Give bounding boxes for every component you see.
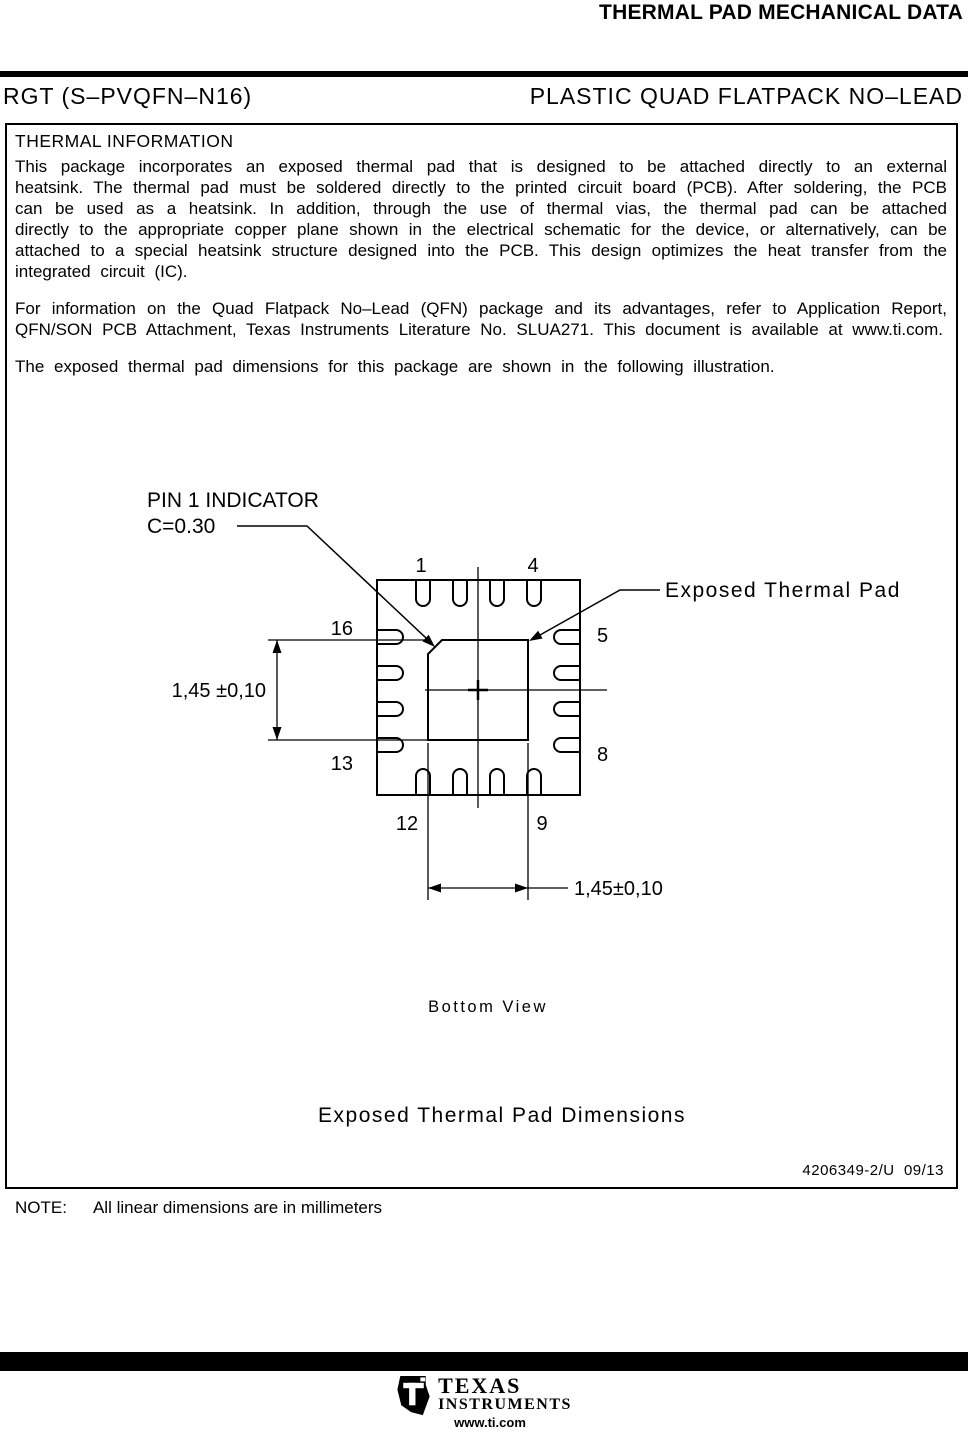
- pad-width-dim-label: 1,45±0,10: [574, 878, 663, 900]
- pin-number-8: 8: [597, 744, 609, 766]
- pin-number-12: 12: [395, 813, 419, 835]
- exposed-pad-leader: [527, 590, 660, 645]
- footer-bar: [0, 1352, 968, 1371]
- document-number: 4206349-2/U 09/13: [802, 1162, 944, 1179]
- thermal-info-paragraph-2: For information on the Quad Flatpack No–Lead (QFN) package and its advantages, refer to Application Report, QFN/SON PCB Attachment, Texas Instruments Literature No. SLUA271. This document is available at www.ti.com.: [15, 299, 947, 339]
- note: [15, 1198, 382, 1218]
- package-bottom-view-drawing: [140, 480, 940, 960]
- pin-number-9: 9: [536, 813, 548, 835]
- pin1-chamfer-label: C=0.30: [147, 515, 216, 538]
- ti-logo: [0, 1375, 968, 1418]
- pin-number-1: 1: [415, 555, 427, 577]
- ti-logo-icon: [396, 1375, 432, 1418]
- center-cross: [468, 680, 488, 700]
- top-divider: [0, 71, 968, 77]
- pad-height-dimension: [268, 640, 428, 740]
- note-text: All linear dimensions are in millimeters: [92, 1198, 383, 1217]
- package-header: [3, 83, 963, 110]
- package-name: PLASTIC QUAD FLATPACK NO–LEAD: [529, 83, 963, 109]
- thermal-info-paragraph-3: The exposed thermal pad dimensions for this package are shown in the following illustration.: [15, 357, 775, 376]
- thermal-info-paragraph-1: This package incorporates an exposed thermal pad that is designed to be attached directly to an external heatsink. The thermal pad must be soldered directly to the printed circuit board (PCB). After soldering, the PCB can be used as a heatsink. In addition, through the use of thermal vias, the thermal pad can be attached directly to the appropriate copper plane shown in the electrical schematic for the device, or alternatively, can be attached to a special heatsink structure designed into the PCB. This design optimizes the heat transfer from the integrated circuit (IC).: [15, 157, 947, 281]
- note-label: NOTE:: [15, 1198, 67, 1217]
- pin1-indicator-label: PIN 1 INDICATOR: [147, 489, 319, 512]
- view-label: Bottom View: [428, 998, 548, 1016]
- thermal-information-text: [15, 156, 947, 393]
- pin-number-5: 5: [597, 625, 609, 647]
- pad-height-dim-label: 1,45 ±0,10: [171, 680, 266, 702]
- brand-texas: TEXAS: [438, 1373, 522, 1398]
- page-title: THERMAL PAD MECHANICAL DATA: [599, 1, 963, 24]
- ti-website: www.ti.com: [454, 1415, 526, 1430]
- exposed-thermal-pad-label: Exposed Thermal Pad: [665, 579, 901, 602]
- pin-number-13: 13: [330, 753, 353, 775]
- ti-wordmark: [438, 1375, 572, 1413]
- brand-instruments: INSTRUMENTS: [438, 1396, 572, 1413]
- pin-number-4: 4: [527, 555, 539, 577]
- thermal-information-heading: THERMAL INFORMATION: [15, 131, 234, 151]
- drawing-caption: Exposed Thermal Pad Dimensions: [318, 1104, 686, 1127]
- package-code: RGT (S–PVQFN–N16): [3, 83, 253, 109]
- pin-number-16: 16: [330, 618, 353, 640]
